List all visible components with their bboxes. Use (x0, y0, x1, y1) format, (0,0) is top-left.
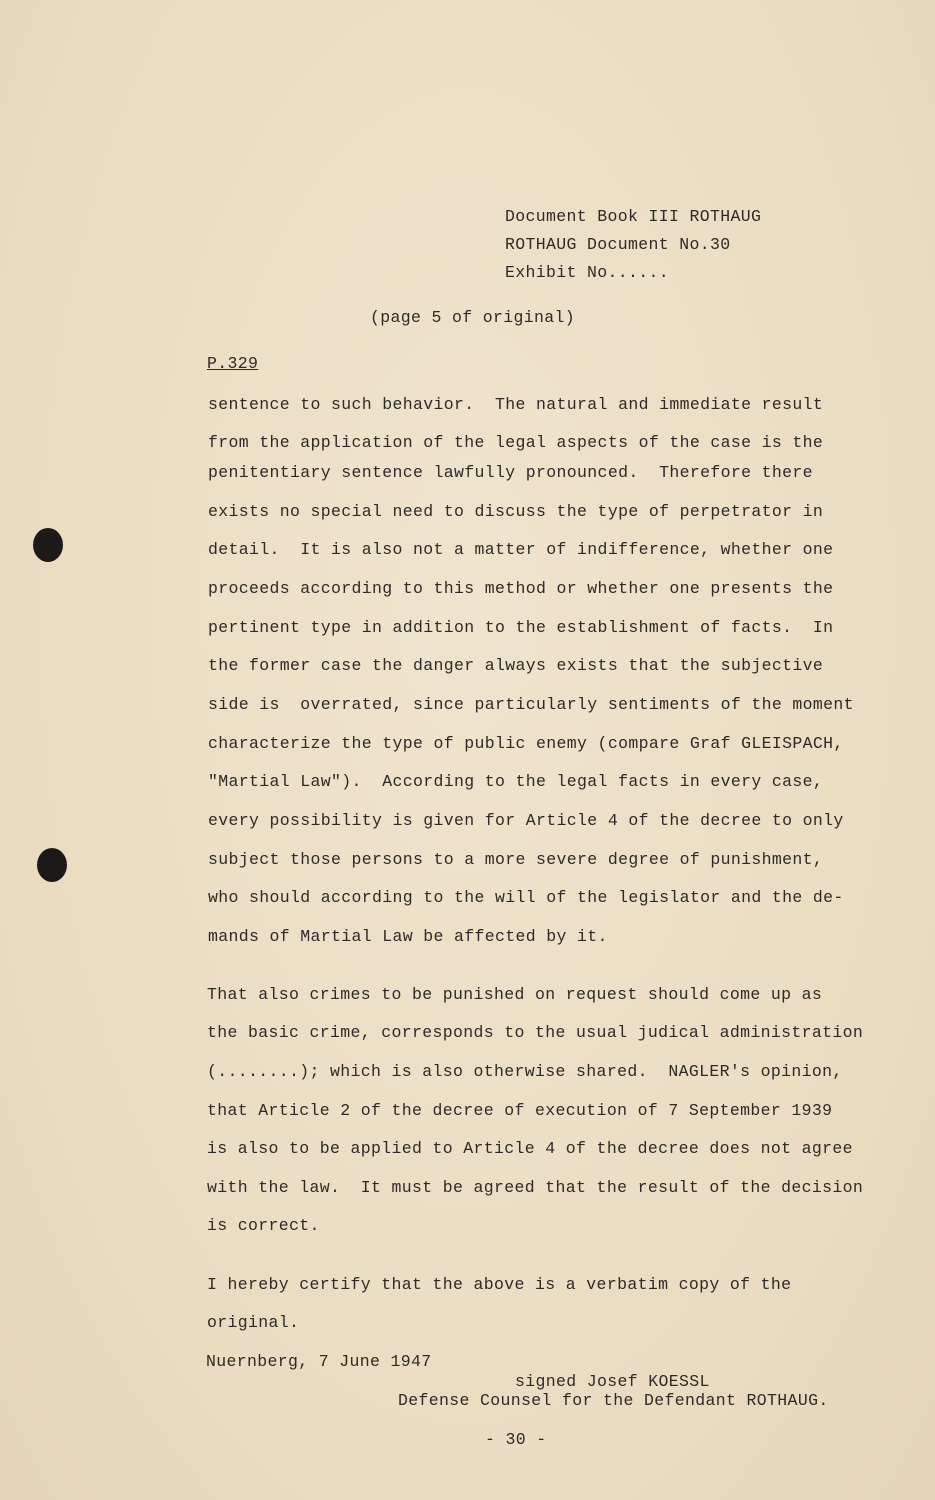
text-line: That also crimes to be punished on request should come up as (207, 985, 823, 1004)
text-line: characterize the type of public enemy (compare Graf GLEISPACH, (208, 734, 844, 753)
signer-title: Defense Counsel for the Defendant ROTHAUG. (398, 1391, 829, 1410)
text-line: side is overrated, since particularly sentiments of the moment (208, 695, 854, 714)
text-line: sentence to such behavior. The natural and immediate result (208, 395, 824, 414)
text-line: is also to be applied to Article 4 of the decree does not agree (207, 1139, 853, 1158)
text-line: subject those persons to a more severe degree of punishment, (208, 850, 824, 869)
header-line-3: Exhibit No...... (505, 263, 670, 282)
text-line: mands of Martial Law be affected by it. (208, 927, 608, 946)
punch-hole (33, 528, 63, 562)
text-line: the former case the danger always exists that the subjective (208, 656, 824, 675)
text-line: proceeds according to this method or whether one presents the (208, 579, 834, 598)
page-number: - 30 - (485, 1430, 547, 1449)
text-line: every possibility is given for Article 4 of the decree to only (208, 811, 844, 830)
page-note: (page 5 of original) (370, 308, 576, 327)
header-line-2: ROTHAUG Document No.30 (505, 235, 731, 254)
place-date: Nuernberg, 7 June 1947 (206, 1352, 432, 1371)
text-line: from the application of the legal aspects of the case is the (208, 433, 824, 452)
certification-line: I hereby certify that the above is a verbatim copy of the (207, 1275, 792, 1294)
text-line: with the law. It must be agreed that the result of the decision (207, 1178, 864, 1197)
text-line: exists no special need to discuss the type of perpetrator in (208, 502, 824, 521)
text-line: the basic crime, corresponds to the usual judical administration (207, 1023, 864, 1042)
signature: signed Josef KOESSL (515, 1372, 710, 1391)
text-line: pertinent type in addition to the establishment of facts. In (208, 618, 834, 637)
page-reference: P.329 (207, 354, 259, 373)
text-line: (........); which is also otherwise shared. NAGLER's opinion, (207, 1062, 843, 1081)
text-line: detail. It is also not a matter of indifference, whether one (208, 540, 834, 559)
text-line: penitentiary sentence lawfully pronounced. Therefore there (208, 463, 813, 482)
punch-hole (37, 848, 67, 882)
header-line-1: Document Book III ROTHAUG (505, 207, 762, 226)
text-line: "Martial Law"). According to the legal facts in every case, (208, 772, 824, 791)
text-line: who should according to the will of the legislator and the de- (208, 888, 844, 907)
certification-line: original. (207, 1313, 300, 1332)
text-line: is correct. (207, 1216, 320, 1235)
text-line: that Article 2 of the decree of execution of 7 September 1939 (207, 1101, 833, 1120)
